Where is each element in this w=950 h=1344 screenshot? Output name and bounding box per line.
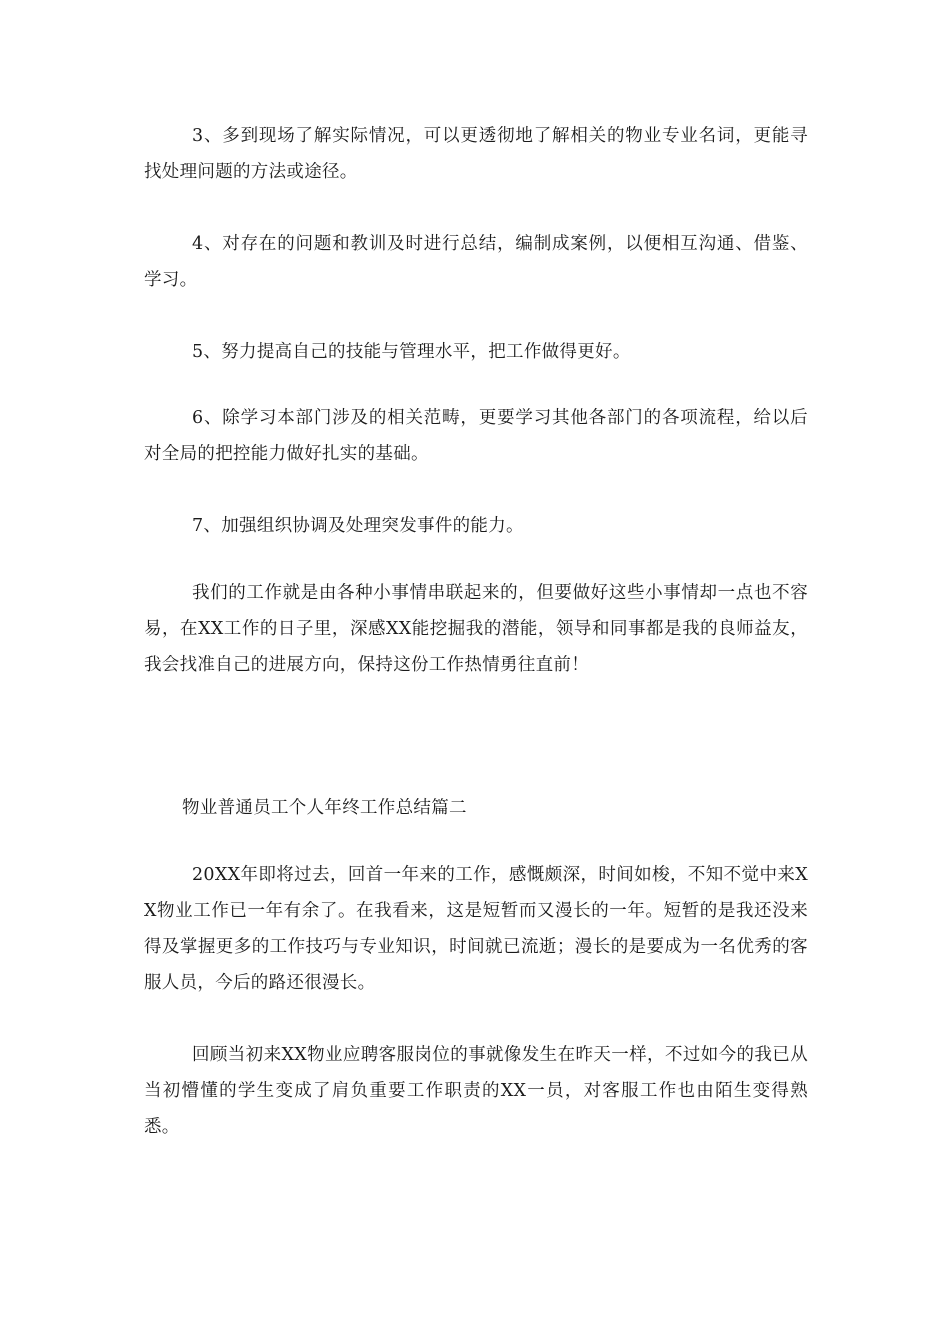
- paragraph-review: 回顾当初来XX物业应聘客服岗位的事就像发生在昨天一样，不过如今的我已从当初懵懂的学生变成了肩负重要工作职责的XX一员，对客服工作也由陌生变得熟悉。: [144, 1045, 808, 1137]
- paragraph-item-5: 5、努力提高自己的技能与管理水平，把工作做得更好。: [192, 342, 631, 362]
- paragraph-item-4: 4、对存在的问题和教训及时进行总结，编制成案例，以便相互沟通、借鉴、学习。: [144, 234, 808, 290]
- paragraph-item-7: 7、加强组织协调及处理突发事件的能力。: [192, 516, 524, 536]
- section-heading: 物业普通员工个人年终工作总结篇二: [182, 798, 467, 818]
- paragraph-conclusion: 我们的工作就是由各种小事情串联起来的，但要做好这些小事情却一点也不容易，在XX工作的日子里，深感XX能挖掘我的潜能，领导和同事都是我的良师益友，我会找准自己的进展方向，保持这份工作热情勇往直前！: [144, 583, 808, 675]
- paragraph-item-3: 3、多到现场了解实际情况，可以更透彻地了解相关的物业专业名词，更能寻找处理问题的方法或途径。: [144, 126, 808, 182]
- paragraph-item-6: 6、除学习本部门涉及的相关范畴，更要学习其他各部门的各项流程，给以后对全局的把控能力做好扎实的基础。: [144, 408, 808, 464]
- paragraph-intro: 20XX年即将过去，回首一年来的工作，感慨颇深，时间如梭，不知不觉中来XX物业工作已一年有余了。在我看来，这是短暂而又漫长的一年。短暂的是我还没来得及掌握更多的工作技巧与专业知识，时间就已流逝；漫长的是要成为一名优秀的客服人员，今后的路还很漫长。: [144, 865, 808, 993]
